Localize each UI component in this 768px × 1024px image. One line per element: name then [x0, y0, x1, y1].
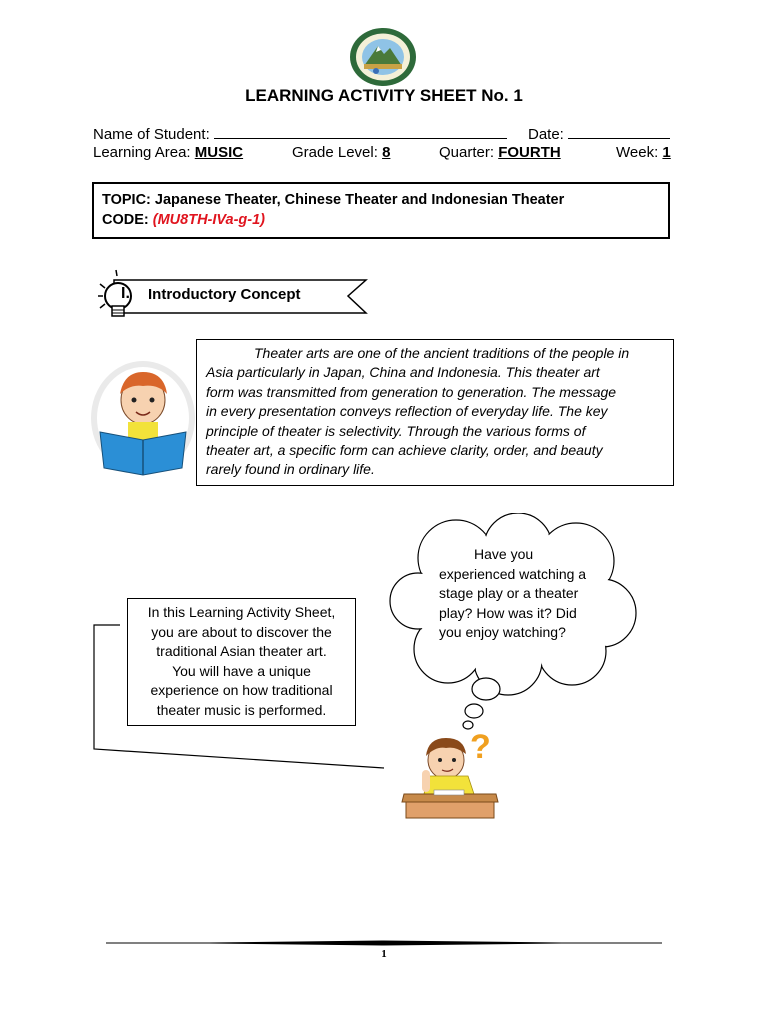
info-line: you are about to discover the: [151, 623, 332, 640]
name-of-student-row: [93, 124, 507, 143]
info-line: In this Learning Activity Sheet,: [147, 604, 336, 620]
intro-line: rarely found in ordinary life.: [206, 461, 375, 478]
quarter-value: FOURTH: [498, 144, 561, 161]
intro-line: principle of theater is selectivity. Through the various forms of: [206, 422, 586, 439]
bubble-line: experienced watching a: [439, 565, 587, 582]
question-mark-icon: ?: [470, 728, 491, 766]
info-line: theater music is performed.: [156, 701, 327, 718]
date-blank[interactable]: [568, 124, 670, 139]
bubble-line: Have you: [474, 546, 534, 562]
area-value: MUSIC: [194, 144, 244, 161]
learning-area: [93, 144, 243, 161]
thought-bubble-text: [432, 545, 612, 643]
intro-line: Asia particularly in Japan, China and Indonesia. This theater art: [206, 364, 600, 381]
area-label: Learning Area:: [93, 144, 191, 161]
footer-rule: [104, 938, 664, 948]
week-value: 1: [662, 144, 671, 161]
intro-line: theater art, a specific form can achieve clarity, order, and beauty: [206, 442, 603, 459]
section-number: I.: [121, 285, 130, 302]
boy-reading-illustration: [90, 360, 196, 478]
section-label: Introductory Concept: [148, 286, 301, 303]
deped-seal: [348, 26, 418, 88]
quarter-label: Quarter:: [439, 144, 495, 161]
topic-text: TOPIC: Japanese Theater, Chinese Theater and Indonesian Theater: [102, 192, 565, 208]
week-label: Week:: [616, 144, 659, 161]
thinking-boy-illustration: [398, 720, 502, 820]
name-blank[interactable]: [214, 124, 507, 139]
info-line: experience on how traditional: [150, 682, 333, 698]
bubble-line: you enjoy watching?: [439, 624, 566, 640]
quarter: [439, 144, 561, 161]
topic-box: [92, 182, 670, 239]
intro-line: form was transmitted from generation to generation. The message: [206, 383, 617, 400]
grade-label: Grade Level:: [292, 144, 378, 161]
grade-level: [292, 144, 390, 161]
code-row: [102, 210, 660, 230]
page-number: 1: [381, 948, 387, 960]
bubble-line: stage play or a theater: [439, 585, 579, 601]
page-title: LEARNING ACTIVITY SHEET No. 1: [245, 86, 523, 105]
grade-value: 8: [382, 144, 391, 161]
name-label: Name of Student:: [93, 126, 210, 143]
intro-line: Theater arts are one of the ancient traditions of the people in: [254, 345, 630, 361]
info-line: You will have a unique: [172, 662, 311, 679]
connector-lines: [90, 620, 390, 775]
date-row: [528, 124, 670, 143]
info-line: traditional Asian theater art.: [156, 643, 327, 659]
code-value: (MU8TH-IVa-g-1): [152, 212, 265, 228]
code-label: CODE:: [102, 212, 149, 228]
intro-paragraph-box: [196, 339, 674, 486]
date-label: Date:: [528, 126, 564, 143]
bubble-line: play? How was it? Did: [439, 604, 577, 621]
intro-line: in every presentation conveys reflection of everyday life. The key: [206, 403, 608, 420]
week: [616, 144, 671, 161]
